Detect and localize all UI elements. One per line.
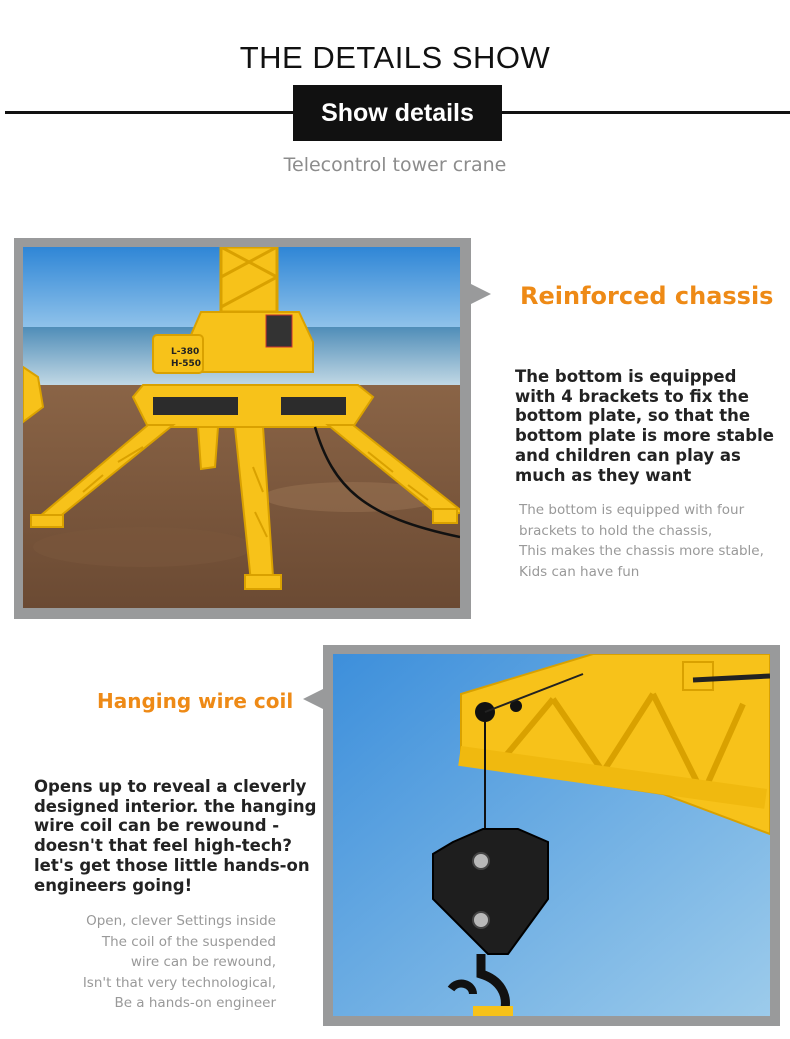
crane-chassis-image (23, 247, 460, 608)
section-description-wire-coil: Opens up to reveal a cleverly designed interior. the hanging wire coil can be rewound - doesn't that feel high-tech? let's get those little hands-on engineers going! (34, 777, 317, 895)
note-line: Isn't that very technological, (82, 974, 276, 991)
section-description-chassis: The bottom is equipped with 4 brackets to fix the bottom plate, so that the bottom plate is more stable and children can play as much as they want (515, 367, 774, 485)
note-line: brackets to hold the chassis, (519, 522, 713, 539)
pointer-arrow-right (471, 284, 491, 304)
section-heading-chassis: Reinforced chassis (520, 282, 774, 310)
chassis-photo-frame (14, 238, 471, 619)
section-note-chassis (519, 500, 779, 582)
note-line: This makes the chassis more stable, (519, 543, 764, 560)
section-heading-wire-coil: Hanging wire coil (97, 689, 294, 713)
wire-coil-photo-frame (323, 645, 780, 1026)
plate-text-1: L-380 (171, 347, 200, 357)
section-note-wire-coil (30, 911, 276, 1014)
plate-text-2: H-550 (171, 359, 202, 369)
pointer-arrow-left (303, 689, 323, 709)
note-line: The bottom is equipped with four (519, 502, 745, 518)
note-line: The coil of the suspended (101, 933, 276, 950)
page-title: THE DETAILS SHOW (239, 40, 551, 75)
note-line: Kids can have fun (519, 563, 640, 580)
crane-hook-image (333, 654, 770, 1016)
show-details-badge: Show details (293, 85, 502, 141)
page-subtitle: Telecontrol tower crane (283, 154, 507, 176)
note-line: Open, clever Settings inside (86, 913, 276, 929)
note-line: Be a hands-on engineer (114, 995, 276, 1012)
note-line: wire can be rewound, (130, 954, 276, 971)
